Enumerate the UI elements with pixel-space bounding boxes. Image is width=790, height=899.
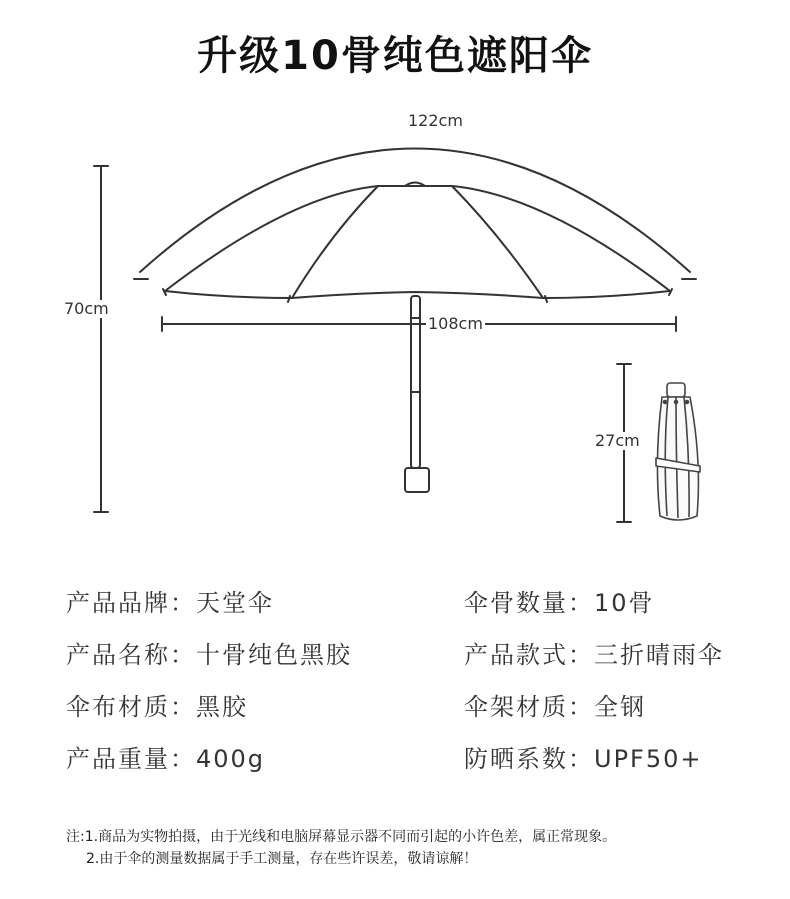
- folded-dimension-label: 27cm: [595, 431, 640, 450]
- canopy-rib: [452, 186, 543, 298]
- spec-upf: 防晒系数：UPF50+: [464, 745, 703, 773]
- spec-frame: 伞架材质：全钢: [464, 693, 646, 721]
- spec-fabric: 伞布材质：黑胶: [66, 693, 248, 721]
- spec-brand: 产品品牌：天堂伞: [66, 589, 274, 617]
- page-title: 升级10骨纯色遮阳伞: [197, 33, 593, 79]
- shaft: [411, 296, 420, 468]
- folded-umbrella: [656, 383, 700, 520]
- note-line-2: 2.由于伞的测量数据属于手工测量，存在些许误差，敬请谅解！: [86, 851, 478, 867]
- height-dimension-label: 70cm: [64, 299, 109, 318]
- note-line-1: 注:1.商品为实物拍摄，由于光线和电脑屏幕显示器不同而引起的小许色差，属正常现象。: [66, 829, 617, 845]
- arc-dimension-line: [140, 149, 690, 273]
- handle: [405, 468, 429, 492]
- spec-rib-count: 伞骨数量：10骨: [464, 589, 655, 617]
- canopy-rib: [292, 186, 378, 298]
- spec-product-name: 产品名称：十骨纯色黑胶: [66, 641, 352, 669]
- width-dimension-label: 108cm: [428, 314, 483, 333]
- spec-weight: 产品重量：400g: [66, 745, 266, 773]
- arc-dimension-label: 122cm: [408, 111, 463, 130]
- rib-tip: [545, 296, 547, 302]
- rib-tip: [288, 296, 290, 302]
- spec-style: 产品款式：三折晴雨伞: [464, 641, 724, 669]
